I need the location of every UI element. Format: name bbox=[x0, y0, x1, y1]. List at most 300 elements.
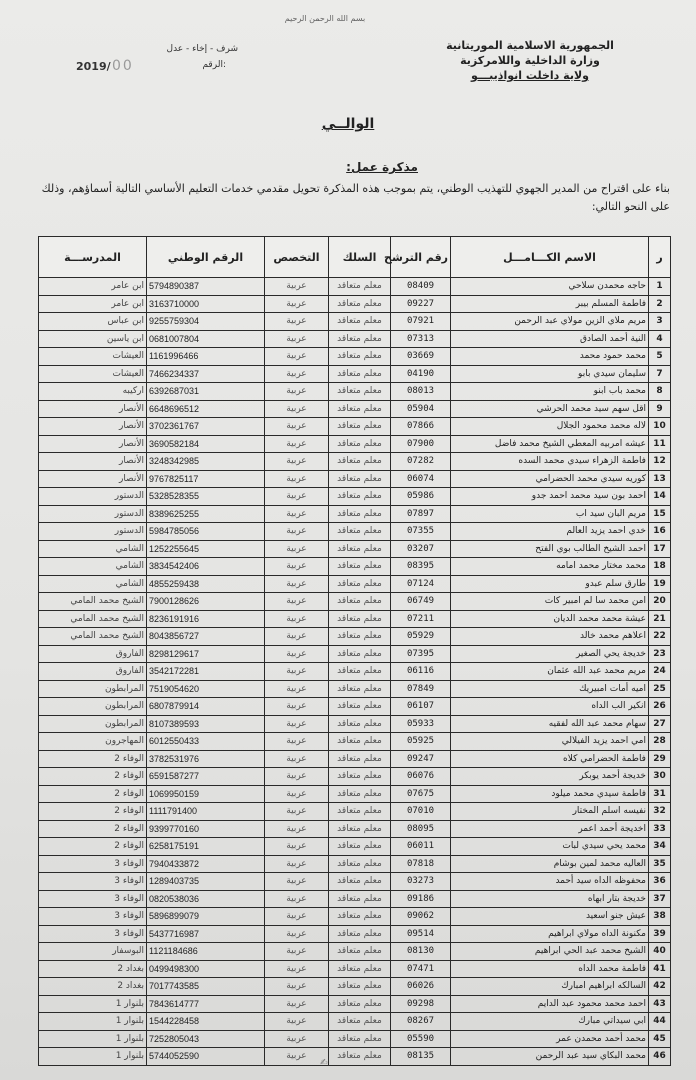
cell-spec: عربية bbox=[265, 540, 329, 558]
cell-num: 17 bbox=[649, 540, 671, 558]
table-row bbox=[39, 418, 671, 436]
table-row bbox=[39, 593, 671, 611]
cell-name: محفوظه الداه سيد أحمد bbox=[451, 873, 649, 891]
cell-nni: 7252805043 bbox=[147, 1030, 265, 1048]
cell-name: فاطمة المسلم بيبر bbox=[451, 295, 649, 313]
table-row bbox=[39, 663, 671, 681]
cell-spec: عربية bbox=[265, 978, 329, 996]
cell-corps: معلم متعاقد bbox=[329, 855, 391, 873]
cell-name: اقل سهم سيد محمد الحرشي bbox=[451, 400, 649, 418]
cell-name: اعلاهم محمد خالد bbox=[451, 628, 649, 646]
cell-code: 06749 bbox=[391, 593, 451, 611]
cell-spec: عربية bbox=[265, 435, 329, 453]
cell-corps: معلم متعاقد bbox=[329, 663, 391, 681]
table-row bbox=[39, 400, 671, 418]
cell-spec: عربية bbox=[265, 505, 329, 523]
cell-code: 09298 bbox=[391, 995, 451, 1013]
cell-num: 38 bbox=[649, 908, 671, 926]
table-row bbox=[39, 733, 671, 751]
republic-name: الجمهورية الاسلامية الموريتانية bbox=[446, 39, 614, 52]
cell-name: محمد باب ابنو bbox=[451, 383, 649, 401]
cell-spec: عربية bbox=[265, 995, 329, 1013]
cell-spec: عربية bbox=[265, 558, 329, 576]
cell-corps: معلم متعاقد bbox=[329, 680, 391, 698]
cell-spec: عربية bbox=[265, 750, 329, 768]
cell-num: 34 bbox=[649, 838, 671, 856]
cell-school: الفاروق bbox=[39, 663, 147, 681]
cell-nni: 3690582184 bbox=[147, 435, 265, 453]
cell-spec: عربية bbox=[265, 365, 329, 383]
cell-spec: عربية bbox=[265, 925, 329, 943]
cell-nni: 0681007804 bbox=[147, 330, 265, 348]
cell-school: المرابطون bbox=[39, 698, 147, 716]
cell-spec: عربية bbox=[265, 1030, 329, 1048]
cell-school: بغداد 2 bbox=[39, 978, 147, 996]
cell-num: 16 bbox=[649, 523, 671, 541]
cell-code: 05925 bbox=[391, 733, 451, 751]
table-row bbox=[39, 523, 671, 541]
cell-nni: 8236191916 bbox=[147, 610, 265, 628]
table-row bbox=[39, 960, 671, 978]
cell-code: 07010 bbox=[391, 803, 451, 821]
cell-num: 45 bbox=[649, 1030, 671, 1048]
cell-code: 08013 bbox=[391, 383, 451, 401]
cell-num: 37 bbox=[649, 890, 671, 908]
cell-nni: 8298129617 bbox=[147, 645, 265, 663]
cell-school: الوفاء 2 bbox=[39, 785, 147, 803]
cell-nni: 1111791400 bbox=[147, 803, 265, 821]
cell-code: 05929 bbox=[391, 628, 451, 646]
table-row bbox=[39, 435, 671, 453]
cell-corps: معلم متعاقد bbox=[329, 383, 391, 401]
cell-num: 22 bbox=[649, 628, 671, 646]
cell-corps: معلم متعاقد bbox=[329, 453, 391, 471]
cell-school: الوفاء 2 bbox=[39, 820, 147, 838]
table-row bbox=[39, 873, 671, 891]
cell-spec: عربية bbox=[265, 890, 329, 908]
cell-school: الفاروق bbox=[39, 645, 147, 663]
cell-code: 09062 bbox=[391, 908, 451, 926]
cell-corps: معلم متعاقد bbox=[329, 435, 391, 453]
cell-name: فاطمة الحضرامي كلاه bbox=[451, 750, 649, 768]
cell-num: 36 bbox=[649, 873, 671, 891]
cell-nni: 6258175191 bbox=[147, 838, 265, 856]
cell-code: 03207 bbox=[391, 540, 451, 558]
cell-corps: معلم متعاقد bbox=[329, 925, 391, 943]
cell-corps: معلم متعاقد bbox=[329, 978, 391, 996]
table-row bbox=[39, 698, 671, 716]
cell-corps: معلم متعاقد bbox=[329, 540, 391, 558]
cell-nni: 6591587277 bbox=[147, 768, 265, 786]
cell-nni: 1069950159 bbox=[147, 785, 265, 803]
cell-nni: 3782531976 bbox=[147, 750, 265, 768]
cell-school: ابن عامر bbox=[39, 295, 147, 313]
table-row bbox=[39, 890, 671, 908]
cell-nni: 5328528355 bbox=[147, 488, 265, 506]
cell-name: السالكه ابراهيم امبارك bbox=[451, 978, 649, 996]
cell-corps: معلم متعاقد bbox=[329, 960, 391, 978]
cell-spec: عربية bbox=[265, 313, 329, 331]
table-row bbox=[39, 1030, 671, 1048]
table-row bbox=[39, 995, 671, 1013]
cell-corps: معلم متعاقد bbox=[329, 505, 391, 523]
national-motto: شرف - إخاء - عدل bbox=[166, 44, 238, 54]
cell-spec: عربية bbox=[265, 1048, 329, 1066]
cell-nni: 8389625255 bbox=[147, 505, 265, 523]
cell-name: احمد بون سيد محمد احمد جدو bbox=[451, 488, 649, 506]
cell-name: سليمان سيدي بابو bbox=[451, 365, 649, 383]
letterhead-left bbox=[58, 44, 238, 74]
cell-spec: عربية bbox=[265, 610, 329, 628]
cell-school: الوفاء 2 bbox=[39, 750, 147, 768]
cell-num: 35 bbox=[649, 855, 671, 873]
cell-school: الشامي bbox=[39, 558, 147, 576]
cell-corps: معلم متعاقد bbox=[329, 488, 391, 506]
cell-spec: عربية bbox=[265, 680, 329, 698]
cell-name: لاله محمد محمود الجلال bbox=[451, 418, 649, 436]
table-row bbox=[39, 330, 671, 348]
cell-corps: معلم متعاقد bbox=[329, 523, 391, 541]
cell-nni: 3834542406 bbox=[147, 558, 265, 576]
cell-num: 25 bbox=[649, 680, 671, 698]
table-row bbox=[39, 908, 671, 926]
cell-code: 07897 bbox=[391, 505, 451, 523]
cell-spec: عربية bbox=[265, 1013, 329, 1031]
cell-name: عيشه امربيه المعطي الشيخ محمد فاضل bbox=[451, 435, 649, 453]
table-row bbox=[39, 1048, 671, 1066]
cell-nni: 0820538036 bbox=[147, 890, 265, 908]
cell-corps: معلم متعاقد bbox=[329, 768, 391, 786]
table-row bbox=[39, 505, 671, 523]
cell-num: 28 bbox=[649, 733, 671, 751]
cell-name: خديجة بتار ابهاه bbox=[451, 890, 649, 908]
cell-code: 06011 bbox=[391, 838, 451, 856]
table-row bbox=[39, 855, 671, 873]
cell-nni: 7900128626 bbox=[147, 593, 265, 611]
cell-spec: عربية bbox=[265, 400, 329, 418]
cell-num: 8 bbox=[649, 383, 671, 401]
cell-spec: عربية bbox=[265, 628, 329, 646]
cell-num: 4 bbox=[649, 330, 671, 348]
cell-corps: معلم متعاقد bbox=[329, 418, 391, 436]
cell-code: 09247 bbox=[391, 750, 451, 768]
cell-name: النية أحمد الصادق bbox=[451, 330, 649, 348]
cell-name: الشيخ محمد عبد الحي ابراهيم bbox=[451, 943, 649, 961]
cell-code: 09514 bbox=[391, 925, 451, 943]
cell-spec: عربية bbox=[265, 278, 329, 296]
cell-corps: معلم متعاقد bbox=[329, 803, 391, 821]
cell-name: مريم ملاي الزين مولاي عبد الرحمن bbox=[451, 313, 649, 331]
cell-corps: معلم متعاقد bbox=[329, 943, 391, 961]
cell-school: الوفاء 2 bbox=[39, 768, 147, 786]
table-row bbox=[39, 558, 671, 576]
cell-spec: عربية bbox=[265, 348, 329, 366]
table-header-row bbox=[39, 237, 671, 278]
table-row bbox=[39, 383, 671, 401]
cell-num: 9 bbox=[649, 400, 671, 418]
cell-name: خديجة يحي الصغير bbox=[451, 645, 649, 663]
cell-corps: معلم متعاقد bbox=[329, 278, 391, 296]
cell-school: بلنوار 1 bbox=[39, 1013, 147, 1031]
cell-school: الأنصار bbox=[39, 435, 147, 453]
cell-school: اركيبه bbox=[39, 383, 147, 401]
cell-school: الوفاء 3 bbox=[39, 873, 147, 891]
cell-school: بلنوار 1 bbox=[39, 1030, 147, 1048]
cell-num: 29 bbox=[649, 750, 671, 768]
cell-name: امي احمد يزيد الفيلالي bbox=[451, 733, 649, 751]
cell-num: 3 bbox=[649, 313, 671, 331]
cell-name: عيش جنو اسعيد bbox=[451, 908, 649, 926]
transfer-table bbox=[38, 236, 671, 1066]
cell-name: محمد مختار محمد امامه bbox=[451, 558, 649, 576]
cell-num: 40 bbox=[649, 943, 671, 961]
table-row bbox=[39, 628, 671, 646]
table-row bbox=[39, 925, 671, 943]
header-nni: الرقم الوطني bbox=[147, 237, 265, 278]
cell-name: انكير الب الداه bbox=[451, 698, 649, 716]
table-row bbox=[39, 610, 671, 628]
cell-corps: معلم متعاقد bbox=[329, 593, 391, 611]
table-row bbox=[39, 278, 671, 296]
header-school: المدرســـة bbox=[39, 237, 147, 278]
cell-name: ابي سيداتي مبارك bbox=[451, 1013, 649, 1031]
cell-spec: عربية bbox=[265, 873, 329, 891]
cell-nni: 6807879914 bbox=[147, 698, 265, 716]
cell-num: 18 bbox=[649, 558, 671, 576]
cell-name: فاطمة محمد الداه bbox=[451, 960, 649, 978]
cell-num: 43 bbox=[649, 995, 671, 1013]
cell-spec: عربية bbox=[265, 330, 329, 348]
cell-code: 08135 bbox=[391, 1048, 451, 1066]
table-row bbox=[39, 453, 671, 471]
cell-name: عيشة محمد محمد الديان bbox=[451, 610, 649, 628]
cell-code: 07282 bbox=[391, 453, 451, 471]
table-row bbox=[39, 470, 671, 488]
cell-num: 39 bbox=[649, 925, 671, 943]
cell-corps: معلم متعاقد bbox=[329, 330, 391, 348]
cell-corps: معلم متعاقد bbox=[329, 610, 391, 628]
cell-nni: 5794890387 bbox=[147, 278, 265, 296]
cell-nni: 3702361767 bbox=[147, 418, 265, 436]
cell-code: 06026 bbox=[391, 978, 451, 996]
header-corps: السلك bbox=[329, 237, 391, 278]
letterhead-right bbox=[440, 38, 620, 83]
cell-num: 15 bbox=[649, 505, 671, 523]
cell-nni: 1252255645 bbox=[147, 540, 265, 558]
cell-school: الوفاء 2 bbox=[39, 803, 147, 821]
cell-name: سهام محمد عبد الله لفقيه bbox=[451, 715, 649, 733]
cell-nni: 7466234337 bbox=[147, 365, 265, 383]
table-row bbox=[39, 295, 671, 313]
cell-code: 07355 bbox=[391, 523, 451, 541]
cell-nni: 7519054620 bbox=[147, 680, 265, 698]
cell-nni: 7843614777 bbox=[147, 995, 265, 1013]
cell-spec: عربية bbox=[265, 418, 329, 436]
cell-name: محمد حمود محمد bbox=[451, 348, 649, 366]
cell-corps: معلم متعاقد bbox=[329, 313, 391, 331]
cell-school: العيشات bbox=[39, 365, 147, 383]
cell-code: 03273 bbox=[391, 873, 451, 891]
table-row bbox=[39, 785, 671, 803]
cell-school: المرابطون bbox=[39, 715, 147, 733]
cell-spec: عربية bbox=[265, 645, 329, 663]
cell-nni: 7017743585 bbox=[147, 978, 265, 996]
cell-code: 09186 bbox=[391, 890, 451, 908]
cell-num: 21 bbox=[649, 610, 671, 628]
cell-spec: عربية bbox=[265, 733, 329, 751]
cell-nni: 9255759304 bbox=[147, 313, 265, 331]
cell-nni: 4855259438 bbox=[147, 575, 265, 593]
cell-code: 05933 bbox=[391, 715, 451, 733]
cell-spec: عربية bbox=[265, 908, 329, 926]
document-title: الوالــي bbox=[321, 116, 375, 132]
cell-nni: 1544228458 bbox=[147, 1013, 265, 1031]
cell-num: 12 bbox=[649, 453, 671, 471]
cell-spec: عربية bbox=[265, 838, 329, 856]
cell-school: المرابطون bbox=[39, 680, 147, 698]
cell-nni: 6012550433 bbox=[147, 733, 265, 751]
cell-corps: معلم متعاقد bbox=[329, 820, 391, 838]
cell-corps: معلم متعاقد bbox=[329, 575, 391, 593]
cell-nni: 1161996466 bbox=[147, 348, 265, 366]
cell-school: بلنوار 1 bbox=[39, 995, 147, 1013]
table-row bbox=[39, 750, 671, 768]
cell-school: الوفاء 2 bbox=[39, 838, 147, 856]
cell-corps: معلم متعاقد bbox=[329, 400, 391, 418]
cell-school: الأنصار bbox=[39, 470, 147, 488]
cell-num: 42 bbox=[649, 978, 671, 996]
cell-corps: معلم متعاقد bbox=[329, 733, 391, 751]
cell-school: الوفاء 3 bbox=[39, 925, 147, 943]
header-num: ر bbox=[649, 237, 671, 278]
cell-nni: 5984785056 bbox=[147, 523, 265, 541]
table-row bbox=[39, 488, 671, 506]
cell-name: خديجة أحمد يوبكر bbox=[451, 768, 649, 786]
cell-num: 26 bbox=[649, 698, 671, 716]
cell-spec: عربية bbox=[265, 523, 329, 541]
cell-spec: عربية bbox=[265, 768, 329, 786]
cell-spec: عربية bbox=[265, 295, 329, 313]
cell-nni: 8107389593 bbox=[147, 715, 265, 733]
header-spec: التخصص bbox=[265, 237, 329, 278]
cell-code: 07921 bbox=[391, 313, 451, 331]
cell-name: كوريه سيدي محمد الحضرامي bbox=[451, 470, 649, 488]
cell-code: 07866 bbox=[391, 418, 451, 436]
cell-code: 08395 bbox=[391, 558, 451, 576]
table-row bbox=[39, 978, 671, 996]
cell-nni: 0499498300 bbox=[147, 960, 265, 978]
cell-code: 05590 bbox=[391, 1030, 451, 1048]
ministry-name: وزارة الداخلية واللامركزية bbox=[460, 54, 600, 67]
header-code: رقم الترشح bbox=[391, 237, 451, 278]
cell-corps: معلم متعاقد bbox=[329, 698, 391, 716]
cell-code: 08095 bbox=[391, 820, 451, 838]
cell-code: 05986 bbox=[391, 488, 451, 506]
cell-num: 32 bbox=[649, 803, 671, 821]
cell-school: الشيخ محمد المامي bbox=[39, 610, 147, 628]
cell-spec: عربية bbox=[265, 575, 329, 593]
table-row bbox=[39, 768, 671, 786]
cell-code: 04190 bbox=[391, 365, 451, 383]
cell-school: الدستور bbox=[39, 505, 147, 523]
cell-num: 19 bbox=[649, 575, 671, 593]
table-row bbox=[39, 943, 671, 961]
cell-name: مكنونة الداه مولاي ابراهيم bbox=[451, 925, 649, 943]
cell-num: 14 bbox=[649, 488, 671, 506]
cell-name: العاليه محمد لمين بوشام bbox=[451, 855, 649, 873]
cell-code: 07675 bbox=[391, 785, 451, 803]
cell-nni: 9767825117 bbox=[147, 470, 265, 488]
cell-name: احمد محمد محمود عبد الدايم bbox=[451, 995, 649, 1013]
cell-nni: 6392687031 bbox=[147, 383, 265, 401]
cell-num: 41 bbox=[649, 960, 671, 978]
cell-corps: معلم متعاقد bbox=[329, 1013, 391, 1031]
cell-school: بغداد 2 bbox=[39, 960, 147, 978]
cell-code: 07395 bbox=[391, 645, 451, 663]
table-row bbox=[39, 365, 671, 383]
cell-corps: معلم متعاقد bbox=[329, 1030, 391, 1048]
cell-num: 11 bbox=[649, 435, 671, 453]
cell-spec: عربية bbox=[265, 855, 329, 873]
cell-school: الشامي bbox=[39, 540, 147, 558]
signature-mark: ✍ bbox=[320, 1058, 328, 1068]
cell-school: العيشات bbox=[39, 348, 147, 366]
cell-spec: عربية bbox=[265, 470, 329, 488]
cell-code: 07818 bbox=[391, 855, 451, 873]
table-row bbox=[39, 645, 671, 663]
cell-code: 07124 bbox=[391, 575, 451, 593]
cell-num: 1 bbox=[649, 278, 671, 296]
table-row bbox=[39, 803, 671, 821]
cell-corps: معلم متعاقد bbox=[329, 873, 391, 891]
cell-school: الأنصار bbox=[39, 400, 147, 418]
cell-spec: عربية bbox=[265, 453, 329, 471]
cell-spec: عربية bbox=[265, 698, 329, 716]
cell-school: ابن عامر bbox=[39, 278, 147, 296]
cell-num: 13 bbox=[649, 470, 671, 488]
cell-school: ابن عباس bbox=[39, 313, 147, 331]
cell-code: 07849 bbox=[391, 680, 451, 698]
cell-code: 08267 bbox=[391, 1013, 451, 1031]
cell-num: 44 bbox=[649, 1013, 671, 1031]
cell-name: مريم البان سيد اب bbox=[451, 505, 649, 523]
cell-school: البوسفار bbox=[39, 943, 147, 961]
cell-name: محمد البكاي سيد عبد الرحمن bbox=[451, 1048, 649, 1066]
cell-code: 08409 bbox=[391, 278, 451, 296]
cell-name: فاطمة سيدي محمد ميلود bbox=[451, 785, 649, 803]
cell-spec: عربية bbox=[265, 383, 329, 401]
cell-num: 20 bbox=[649, 593, 671, 611]
cell-nni: 5744052590 bbox=[147, 1048, 265, 1066]
table-row bbox=[39, 348, 671, 366]
cell-nni: 3248342985 bbox=[147, 453, 265, 471]
cell-code: 06107 bbox=[391, 698, 451, 716]
cell-corps: معلم متعاقد bbox=[329, 365, 391, 383]
cell-spec: عربية bbox=[265, 803, 329, 821]
cell-school: الوفاء 3 bbox=[39, 855, 147, 873]
cell-code: 08130 bbox=[391, 943, 451, 961]
cell-school: بلنوار 1 bbox=[39, 1048, 147, 1066]
memo-body: بناء على اقتراح من المدير الجهوي للتهذيب الوطني، يتم بموجب هذه المذكرة تحويل مقدمي خدمات التعليم الأساسي التالية أسماؤهم، وذلك على النحو التالي: bbox=[41, 182, 670, 213]
cell-name: امن محمد سا لم امبير كات bbox=[451, 593, 649, 611]
wilaya-name: ولاية داخلت انواذيبـــو bbox=[471, 69, 589, 82]
cell-nni: 3163710000 bbox=[147, 295, 265, 313]
cell-nni: 5896899079 bbox=[147, 908, 265, 926]
cell-spec: عربية bbox=[265, 663, 329, 681]
cell-num: 10 bbox=[649, 418, 671, 436]
cell-corps: معلم متعاقد bbox=[329, 785, 391, 803]
cell-spec: عربية bbox=[265, 960, 329, 978]
